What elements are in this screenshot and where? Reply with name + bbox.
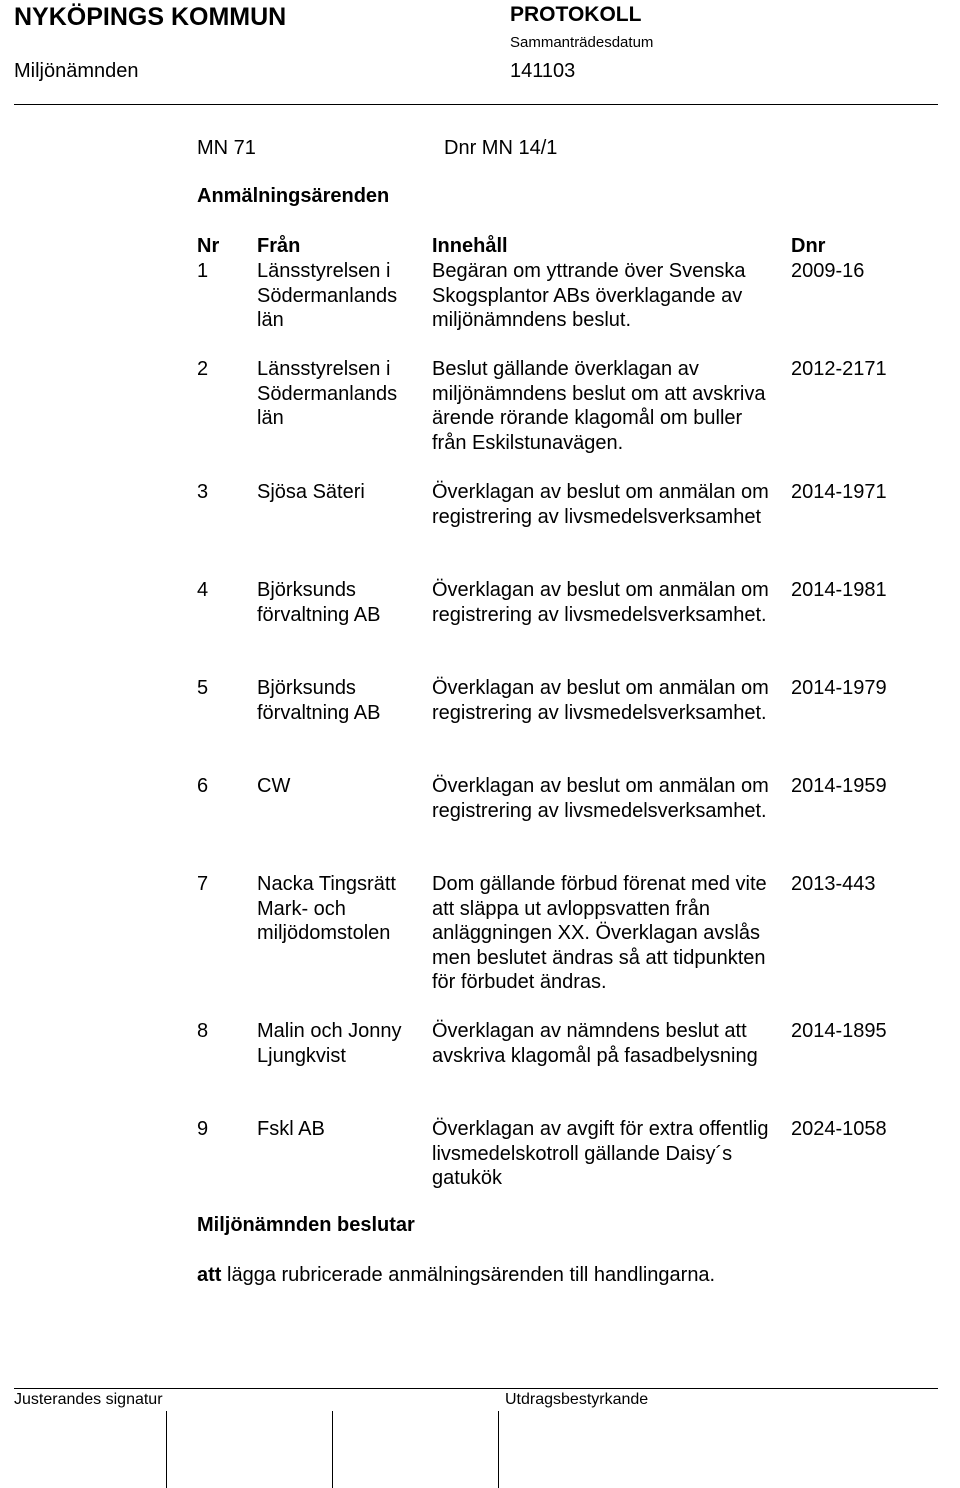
- row-content: Begäran om yttrande över Svenska Skogsplantor ABs överklagande av miljönämndens beslut.: [432, 260, 746, 331]
- row-dnr: 2009-16: [791, 260, 865, 282]
- decision-att: att: [197, 1264, 222, 1286]
- row-content: Beslut gällande överklagan av miljönämndens beslut om att avskriva ärende rörande klagomål om buller från Eskilstunavägen.: [432, 358, 766, 454]
- row-content: Överklagan av beslut om anmälan om registrering av livsmedelsverksamhet: [432, 481, 769, 528]
- document-type: PROTOKOLL: [510, 3, 642, 26]
- column-header-dnr: Dnr: [791, 235, 826, 257]
- row-nr: 9: [197, 1118, 209, 1140]
- row-content: Dom gällande förbud förenat med vite att släppa ut avloppsvatten från anläggningen XX. Överklagan avslås men beslutet ändras så att tidpunkten för förbudet ändras.: [432, 873, 767, 993]
- decision-text: [197, 1264, 715, 1287]
- row-dnr: 2024-1058: [791, 1118, 887, 1140]
- row-from: Malin och Jonny Ljungkvist: [257, 1020, 402, 1067]
- meeting-date-label: Sammanträdesdatum: [510, 34, 654, 51]
- row-nr: 1: [197, 260, 209, 282]
- row-dnr: 2013-443: [791, 873, 876, 895]
- row-from: Länsstyrelsen i Södermanlands län: [257, 358, 398, 429]
- header-divider: [14, 104, 938, 105]
- page-title: Anmälningsärenden: [197, 185, 390, 207]
- signature-box-divider: [332, 1411, 333, 1488]
- row-dnr: 2014-1959: [791, 775, 887, 797]
- meeting-date: 141103: [510, 60, 576, 82]
- row-content: Överklagan av beslut om anmälan om registrering av livsmedelsverksamhet.: [432, 775, 769, 822]
- row-dnr: 2014-1979: [791, 677, 887, 699]
- row-content: Överklagan av avgift för extra offentlig livsmedelskotroll gällande Daisy´s gatukök: [432, 1118, 769, 1189]
- row-from: CW: [257, 775, 291, 797]
- row-content: Överklagan av nämndens beslut att avskriva klagomål på fasadbelysning: [432, 1020, 758, 1067]
- case-number: MN 71: [197, 137, 256, 159]
- column-header-content: Innehåll: [432, 235, 508, 257]
- decision-heading: Miljönämnden beslutar: [197, 1214, 415, 1236]
- row-nr: 7: [197, 873, 209, 895]
- row-nr: 4: [197, 579, 209, 601]
- row-dnr: 2012-2171: [791, 358, 887, 380]
- row-content: Överklagan av beslut om anmälan om registrering av livsmedelsverksamhet.: [432, 579, 769, 626]
- row-from: Sjösa Säteri: [257, 481, 365, 503]
- row-dnr: 2014-1895: [791, 1020, 887, 1042]
- row-from: Björksunds förvaltning AB: [257, 677, 381, 724]
- row-from: Fskl AB: [257, 1118, 325, 1140]
- row-nr: 3: [197, 481, 209, 503]
- row-content: Överklagan av beslut om anmälan om registrering av livsmedelsverksamhet.: [432, 677, 769, 724]
- row-nr: 2: [197, 358, 209, 380]
- organization-name: NYKÖPINGS KOMMUN: [14, 3, 287, 31]
- signature-box-divider: [498, 1411, 499, 1488]
- row-from: Björksunds förvaltning AB: [257, 579, 381, 626]
- signature-label: Justerandes signatur: [14, 1391, 163, 1408]
- row-dnr: 2014-1971: [791, 481, 887, 503]
- row-from: Nacka Tingsrätt Mark- och miljödomstolen: [257, 873, 396, 944]
- extract-certification-label: Utdragsbestyrkande: [505, 1391, 649, 1408]
- case-dnr: Dnr MN 14/1: [444, 137, 558, 159]
- committee-name: Miljönämnden: [14, 60, 139, 82]
- signature-box-divider: [166, 1411, 167, 1488]
- row-dnr: 2014-1981: [791, 579, 887, 601]
- row-nr: 8: [197, 1020, 209, 1042]
- column-header-from: Från: [257, 235, 301, 257]
- footer-divider: [14, 1388, 938, 1389]
- decision-body: lägga rubricerade anmälningsärenden till handlingarna.: [221, 1264, 716, 1286]
- row-nr: 6: [197, 775, 209, 797]
- column-header-nr: Nr: [197, 235, 220, 257]
- row-nr: 5: [197, 677, 209, 699]
- row-from: Länsstyrelsen i Södermanlands län: [257, 260, 398, 331]
